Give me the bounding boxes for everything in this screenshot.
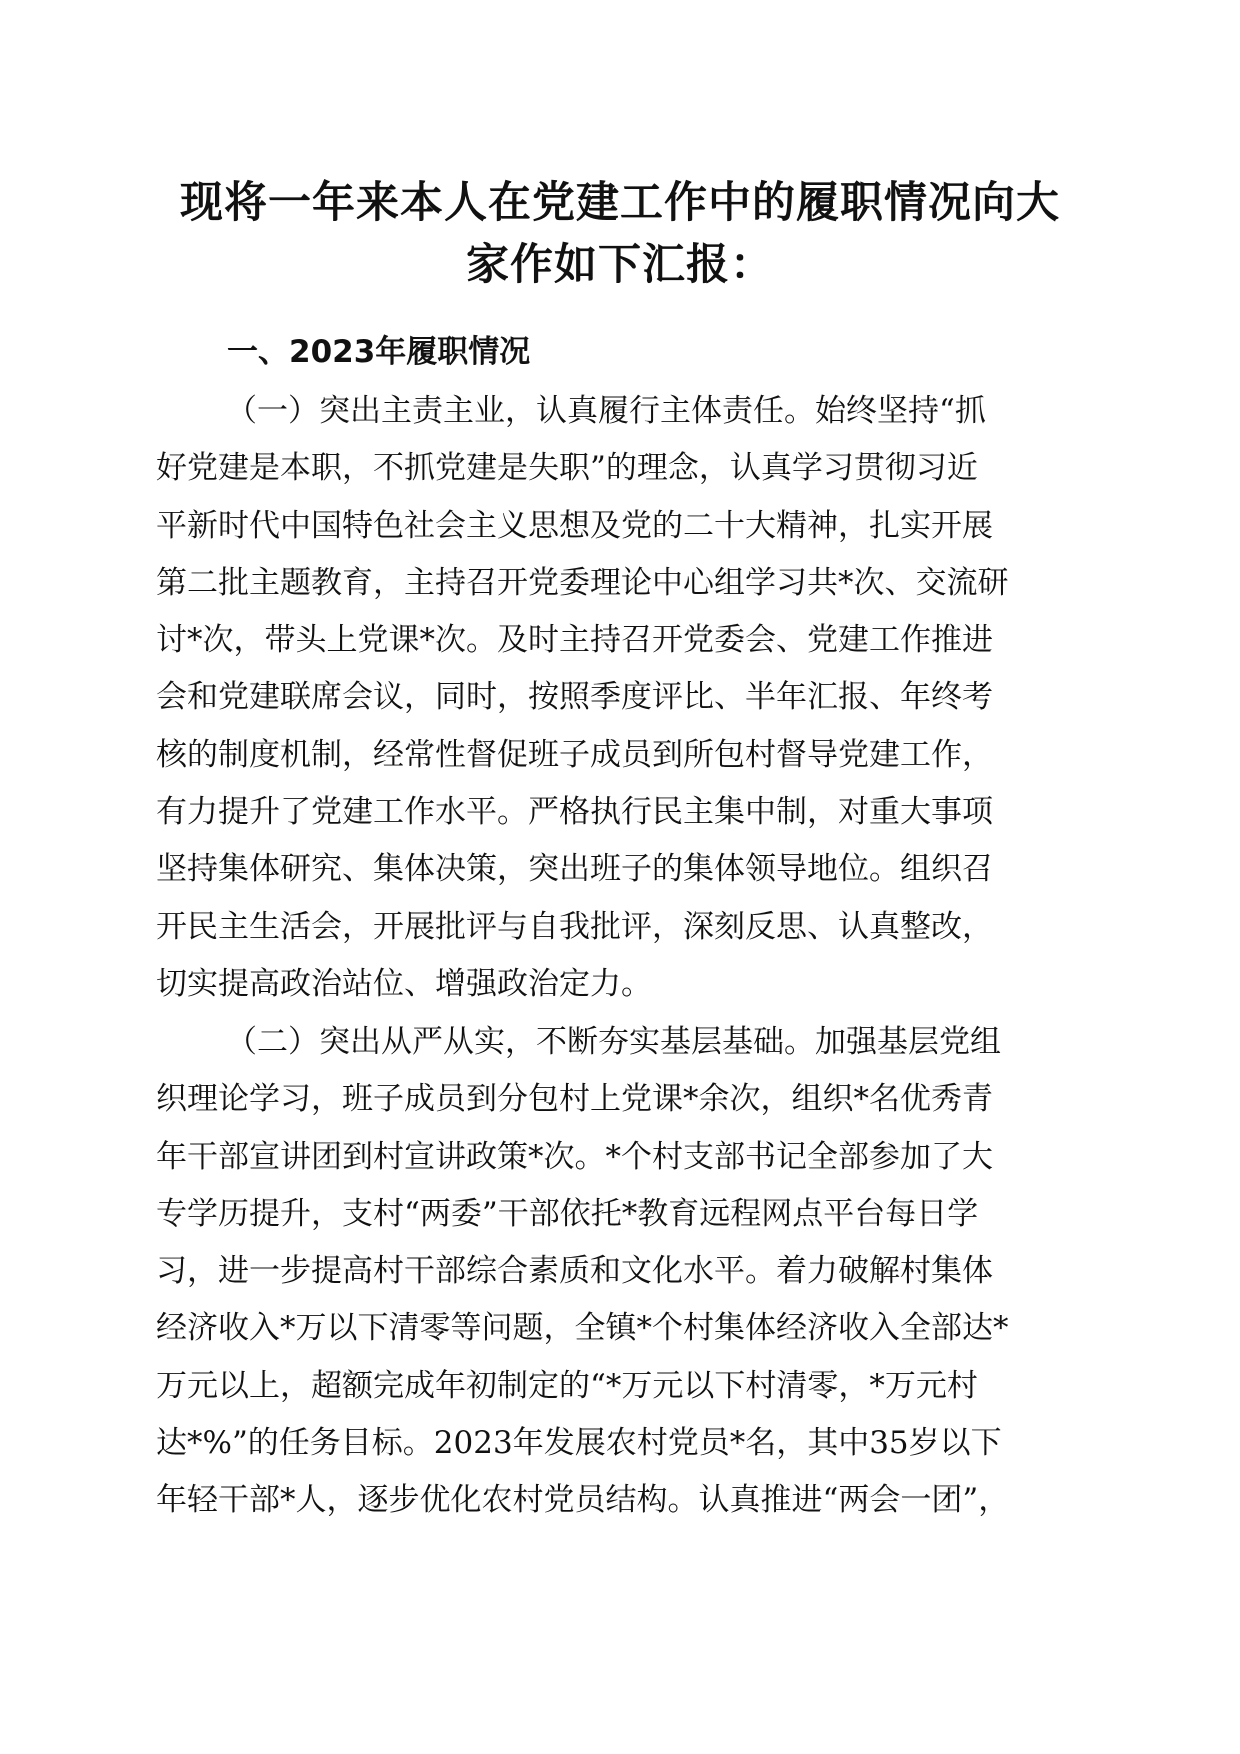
paragraph-line: 讨*次，带头上党课*次。及时主持召开党委会、党建工作推进 bbox=[156, 622, 993, 659]
paragraph-line: 坚持集体研究、集体决策，突出班子的集体领导地位。组织召 bbox=[156, 851, 993, 888]
paragraph-line: 习，进一步提高村干部综合素质和文化水平。着力破解村集体 bbox=[156, 1253, 993, 1290]
paragraph-line: 第二批主题教育，主持召开党委理论中心组学习共*次、交流研 bbox=[156, 564, 1009, 601]
paragraph-line: 织理论学习，班子成员到分包村上党课*余次，组织*名优秀青 bbox=[156, 1081, 993, 1118]
paragraph-line: （二）突出从严从实，不断夯实基层基础。加强基层党组 bbox=[226, 1024, 1001, 1060]
paragraph-line: 年干部宣讲团到村宣讲政策*次。*个村支部书记全部参加了大 bbox=[156, 1138, 993, 1175]
paragraph-line: 达*%”的任务目标。2023年发展农村党员*名，其中35岁以下 bbox=[156, 1425, 1002, 1462]
paragraph-line: 开民主生活会，开展批评与自我批评，深刻反思、认真整改， bbox=[156, 908, 993, 945]
paragraph-line: 会和党建联席会议，同时，按照季度评比、半年汇报、年终考 bbox=[156, 679, 993, 716]
paragraph-line: 有力提升了党建工作水平。严格执行民主集中制，对重大事项 bbox=[156, 794, 993, 831]
paragraph-2 bbox=[156, 1014, 1080, 1530]
paragraph-line: 年轻干部*人，逐步优化农村党员结构。认真推进“两会一团”， bbox=[156, 1482, 1010, 1519]
section-heading: 一、2023年履职情况 bbox=[227, 334, 531, 370]
paragraph-line: 专学历提升，支村“两委”干部依托*教育远程网点平台每日学 bbox=[156, 1195, 979, 1232]
paragraph-line: 切实提高政治站位、增强政治定力。 bbox=[156, 965, 652, 1002]
paragraph-line: （一）突出主责主业，认真履行主体责任。始终坚持“抓 bbox=[226, 393, 986, 429]
title-line: 家作如下汇报： bbox=[466, 240, 774, 290]
paragraph-line: 经济收入*万以下清零等问题，全镇*个村集体经济收入全部达* bbox=[156, 1310, 1009, 1347]
title-line: 现将一年来本人在党建工作中的履职情况向大 bbox=[180, 178, 1060, 228]
paragraph-line: 万元以上，超额完成年初制定的“*万元以下村清零，*万元村 bbox=[156, 1367, 978, 1404]
paragraph-line: 好党建是本职，不抓党建是失职”的理念，认真学习贯彻习近 bbox=[156, 450, 978, 487]
document-title bbox=[150, 172, 1090, 296]
paragraph-line: 核的制度机制，经常性督促班子成员到所包村督导党建工作， bbox=[156, 736, 993, 773]
paragraph-1 bbox=[156, 383, 1080, 1013]
paragraph-line: 平新时代中国特色社会主义思想及党的二十大精神，扎实开展 bbox=[156, 507, 993, 544]
